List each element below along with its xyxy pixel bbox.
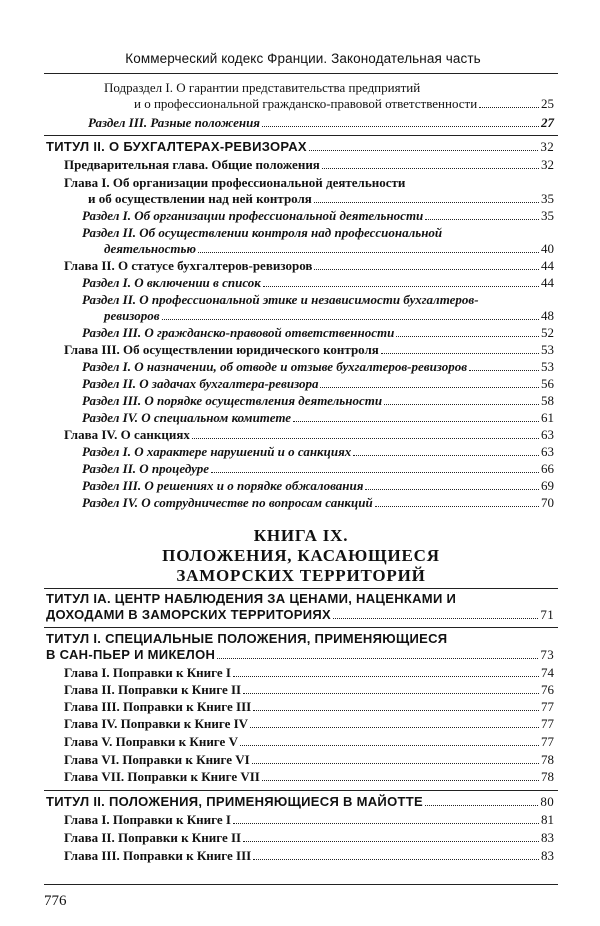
toc-entry-title: Глава IV. Поправки к Книге IV [64, 716, 249, 731]
toc-entry-title: Глава VI. Поправки к Книге VI [64, 752, 250, 767]
toc-page-number: 76 [541, 682, 554, 697]
toc-entry[interactable] [134, 96, 554, 112]
toc-entry[interactable] [82, 410, 554, 426]
section-rule [44, 627, 558, 628]
toc-entry-title: и о профессиональной гражданско-правовой ответственности [134, 96, 478, 111]
book-title-line: ПОЛОЖЕНИЯ, КАСАЮЩИЕСЯ [162, 546, 440, 565]
toc-page-number: 25 [541, 96, 554, 111]
toc-page-number: 40 [541, 241, 554, 256]
header-rule [44, 73, 558, 74]
leader-dots [253, 710, 539, 711]
toc-entry-title: Предварительная глава. Общие положения [64, 157, 320, 172]
toc-entry-title: Глава I. Поправки к Книге I [64, 665, 231, 680]
leader-dots [253, 859, 539, 860]
toc-entry[interactable] [82, 376, 554, 392]
toc-title-entry[interactable] [46, 647, 554, 663]
toc-entry[interactable] [64, 769, 554, 785]
leader-dots [250, 727, 539, 728]
toc-entry-title: деятельностью [104, 241, 196, 256]
toc-page-number: 32 [541, 157, 554, 172]
toc-entry-title: Глава IV. О санкциях [64, 427, 190, 442]
toc-entry-text: Подраздел I. О гарантии представительства предприятий [104, 80, 421, 95]
toc-page-number: 61 [541, 410, 554, 425]
toc-entry-title: Раздел III. О порядке осуществления деятельности [82, 393, 383, 408]
toc-entry[interactable] [64, 342, 554, 358]
toc-entry-title: ревизоров [104, 308, 160, 323]
toc-entry[interactable] [64, 716, 554, 732]
section-rule [44, 790, 558, 791]
toc-entry-title: Глава III. Поправки к Книге III [64, 699, 252, 714]
leader-dots [309, 150, 538, 151]
toc-page-number: 81 [541, 812, 554, 827]
toc-entry-title: Раздел III. О решениях и о порядке обжалования [82, 478, 364, 493]
toc-entry-title: Раздел I. О включении в список [82, 275, 261, 290]
running-head: Коммерческий кодекс Франции. Законодательная часть [125, 51, 481, 66]
toc-entry-title: Раздел IV. О специальном комитете [82, 410, 292, 425]
toc-page-number: 63 [541, 444, 554, 459]
toc-entry[interactable] [64, 157, 554, 173]
toc-entry[interactable] [88, 191, 554, 207]
section-rule [44, 135, 558, 136]
page-number: 776 [44, 893, 67, 909]
leader-dots [162, 319, 539, 320]
toc-entry-text: Глава I. Об организации профессиональной деятельности [64, 175, 406, 190]
toc-entry-title: и об осуществлении над ней контроля [88, 191, 312, 206]
toc-page-number: 53 [541, 359, 554, 374]
leader-dots [384, 404, 539, 405]
toc-entry[interactable] [64, 427, 554, 443]
toc-entry[interactable] [82, 478, 554, 494]
toc-page-number: 83 [541, 848, 554, 863]
toc-entry-title: Раздел II. О задачах бухгалтера-ревизора [82, 376, 319, 391]
leader-dots [365, 489, 539, 490]
leader-dots [217, 658, 538, 659]
toc-entry-text: ТИТУЛ I. СПЕЦИАЛЬНЫЕ ПОЛОЖЕНИЯ, ПРИМЕНЯЮЩИЕСЯ [46, 631, 448, 646]
toc-entry-title: Раздел I. О назначении, об отводе и отзыве бухгалтеров-ревизоров [82, 359, 468, 374]
book-number: КНИГА IX. [253, 526, 349, 545]
book-title-line: ЗАМОРСКИХ ТЕРРИТОРИЙ [176, 566, 426, 585]
toc-page-number: 44 [541, 258, 554, 273]
footer-rule [44, 884, 558, 885]
leader-dots [425, 219, 539, 220]
leader-dots [233, 676, 539, 677]
toc-entry-text: Раздел II. О профессиональной этике и независимости бухгалтеров- [82, 292, 479, 307]
leader-dots [320, 387, 539, 388]
leader-dots [469, 370, 539, 371]
toc-page-number: 58 [541, 393, 554, 408]
leader-dots [262, 126, 539, 127]
toc-entry-title: Раздел IV. О сотрудничестве по вопросам санкций [82, 495, 373, 510]
toc-entry[interactable] [64, 682, 554, 698]
toc-page-number: 56 [541, 376, 554, 391]
leader-dots [425, 805, 538, 806]
toc-page-number: 77 [541, 716, 554, 731]
toc-entry[interactable] [82, 208, 554, 224]
toc-page-number: 44 [541, 275, 554, 290]
toc-entry-title: Раздел III. Разные положения [88, 115, 260, 130]
toc-page-number: 77 [541, 734, 554, 749]
leader-dots [198, 252, 539, 253]
toc-page-number: 70 [541, 495, 554, 510]
toc-entry-title: ТИТУЛ II. ПОЛОЖЕНИЯ, ПРИМЕНЯЮЩИЕСЯ В МАЙОТТЕ [46, 794, 423, 809]
leader-dots [381, 353, 539, 354]
toc-entry-title: Глава I. Поправки к Книге I [64, 812, 231, 827]
leader-dots [314, 202, 539, 203]
toc-page-number: 80 [540, 794, 554, 809]
toc-entry-text: Раздел II. Об осуществлении контроля над профессиональной [82, 225, 443, 240]
toc-page-number: 78 [541, 769, 554, 784]
toc-title-entry[interactable] [46, 139, 554, 155]
toc-page-number: 69 [541, 478, 554, 493]
toc-entry[interactable] [104, 308, 554, 324]
toc-entry-title: Глава V. Поправки к Книге V [64, 734, 238, 749]
leader-dots [211, 472, 539, 473]
leader-dots [240, 745, 539, 746]
toc-entry-title: Раздел I. О характере нарушений и о санкциях [82, 444, 352, 459]
toc-entry-title: Глава III. Поправки к Книге III [64, 848, 252, 863]
leader-dots [322, 168, 539, 169]
toc-title-entry[interactable] [46, 794, 554, 810]
leader-dots [262, 780, 539, 781]
toc-entry[interactable] [64, 258, 554, 274]
leader-dots [333, 618, 538, 619]
toc-entry[interactable] [104, 241, 554, 257]
toc-page-number: 48 [541, 308, 554, 323]
toc-page-number: 27 [541, 115, 554, 130]
toc-entry-title: В САН-ПЬЕР И МИКЕЛОН [46, 647, 216, 662]
toc-page-number: 32 [540, 139, 554, 154]
toc-page-number: 66 [541, 461, 554, 476]
toc-page-number: 71 [540, 607, 554, 622]
toc-entry-title: Глава II. Поправки к Книге II [64, 682, 242, 697]
toc-page-number: 73 [540, 647, 554, 662]
leader-dots [353, 455, 539, 456]
toc-page-number: 83 [541, 830, 554, 845]
toc-page-number: 53 [541, 342, 554, 357]
toc-page-number: 52 [541, 325, 554, 340]
toc-entry-title: Глава II. Поправки к Книге II [64, 830, 242, 845]
toc-entry[interactable] [82, 444, 554, 460]
toc-entry-title: Глава III. Об осуществлении юридического контроля [64, 342, 379, 357]
toc-entry-title: Глава VII. Поправки к Книге VII [64, 769, 260, 784]
leader-dots [479, 107, 539, 108]
section-rule [44, 588, 558, 589]
toc-entry-title: Раздел II. О процедуре [82, 461, 209, 476]
toc-entry[interactable] [64, 752, 554, 768]
toc-page-number: 35 [541, 191, 554, 206]
toc-entry-title: Раздел I. Об организации профессиональной деятельности [82, 208, 424, 223]
toc-title-entry[interactable] [46, 607, 554, 623]
toc-entry[interactable] [64, 734, 554, 750]
toc-entry[interactable] [82, 461, 554, 477]
toc-page-number: 77 [541, 699, 554, 714]
leader-dots [192, 438, 539, 439]
toc-entry[interactable] [64, 665, 554, 681]
toc-entry[interactable] [82, 495, 554, 511]
toc-page-number: 78 [541, 752, 554, 767]
toc-entry[interactable] [88, 115, 554, 131]
toc-entry-title: Раздел III. О гражданско-правовой ответственности [82, 325, 395, 340]
toc-entry[interactable] [64, 812, 554, 828]
leader-dots [314, 269, 539, 270]
toc-entry[interactable] [82, 359, 554, 375]
toc-entry[interactable] [64, 848, 554, 864]
toc-entry-title: ДОХОДАМИ В ЗАМОРСКИХ ТЕРРИТОРИЯХ [46, 607, 332, 622]
toc-entry[interactable] [82, 275, 554, 291]
toc-entry-title: Глава II. О статусе бухгалтеров-ревизоров [64, 258, 313, 273]
toc-page-number: 35 [541, 208, 554, 223]
leader-dots [243, 841, 539, 842]
toc-entry-text: ТИТУЛ IA. ЦЕНТР НАБЛЮДЕНИЯ ЗА ЦЕНАМИ, НАЦЕНКАМИ И [46, 591, 457, 606]
leader-dots [263, 286, 539, 287]
leader-dots [396, 336, 539, 337]
leader-dots [375, 506, 539, 507]
leader-dots [243, 693, 539, 694]
leader-dots [233, 823, 539, 824]
leader-dots [293, 421, 539, 422]
toc-entry[interactable] [82, 393, 554, 409]
toc-entry[interactable] [82, 325, 554, 341]
toc-entry[interactable] [64, 699, 554, 715]
leader-dots [252, 763, 539, 764]
toc-entry[interactable] [64, 830, 554, 846]
toc-entry-title: ТИТУЛ II. О БУХГАЛТЕРАХ-РЕВИЗОРАХ [46, 139, 307, 154]
toc-page-number: 63 [541, 427, 554, 442]
toc-page-number: 74 [541, 665, 554, 680]
